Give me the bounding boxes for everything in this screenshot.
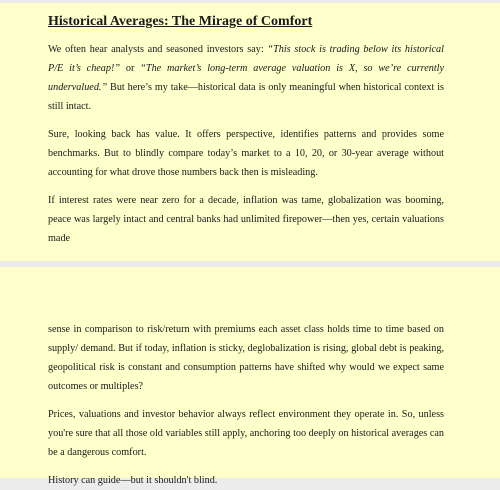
article-title: Historical Averages: The Mirage of Comfort	[48, 14, 313, 29]
page-top	[0, 3, 500, 261]
paragraph-environment: Prices, valuations and investor behavior always reflect environment they operate in. So, unless you're sure that all those old variables still apply, anchoring too deeply on historical averages can be a dangerous comfort.	[48, 409, 444, 458]
paragraph-intro	[48, 40, 444, 116]
paragraph-interest-rates-start: If interest rates were near zero for a decade, inflation was tame, globalization was booming, peace was largely intact and central banks had unlimited firepower—then yes, certain valuations made	[48, 195, 444, 244]
intro-text: We often hear analysts and seasoned investors say:	[48, 44, 268, 55]
intro-tail-text: But here’s my take—historical data is only meaningful when historical context is still intact.	[48, 82, 444, 112]
paragraph-looking-back: Sure, looking back has value. It offers perspective, identifies patterns and provides some benchmarks. But to blindly compare today’s market to a 10, 20, or 30-year average without accounting for what drove those numbers back then is misleading.	[48, 129, 444, 178]
paragraph-interest-rates-continued: sense in comparison to risk/return with premiums each asset class holds time to time based on supply/ demand. But if today, inflation is sticky, deglobalization is rising, global debt is peaking, geopolitical risk is constant and consumption patterns have shifted why would we expect same outcomes or multiples?	[48, 324, 444, 392]
paragraph-closing: History can guide—but it shouldn't blind.	[48, 475, 218, 486]
or-text: or	[120, 63, 141, 74]
quote-historical-pe: “This stock is trading below its historical P/E it’s cheap!”	[48, 44, 444, 74]
quote-long-term-average: “The market’s long-term average valuation is X, so we’re currently undervalued.”	[48, 63, 444, 93]
page-bottom	[0, 267, 500, 486]
